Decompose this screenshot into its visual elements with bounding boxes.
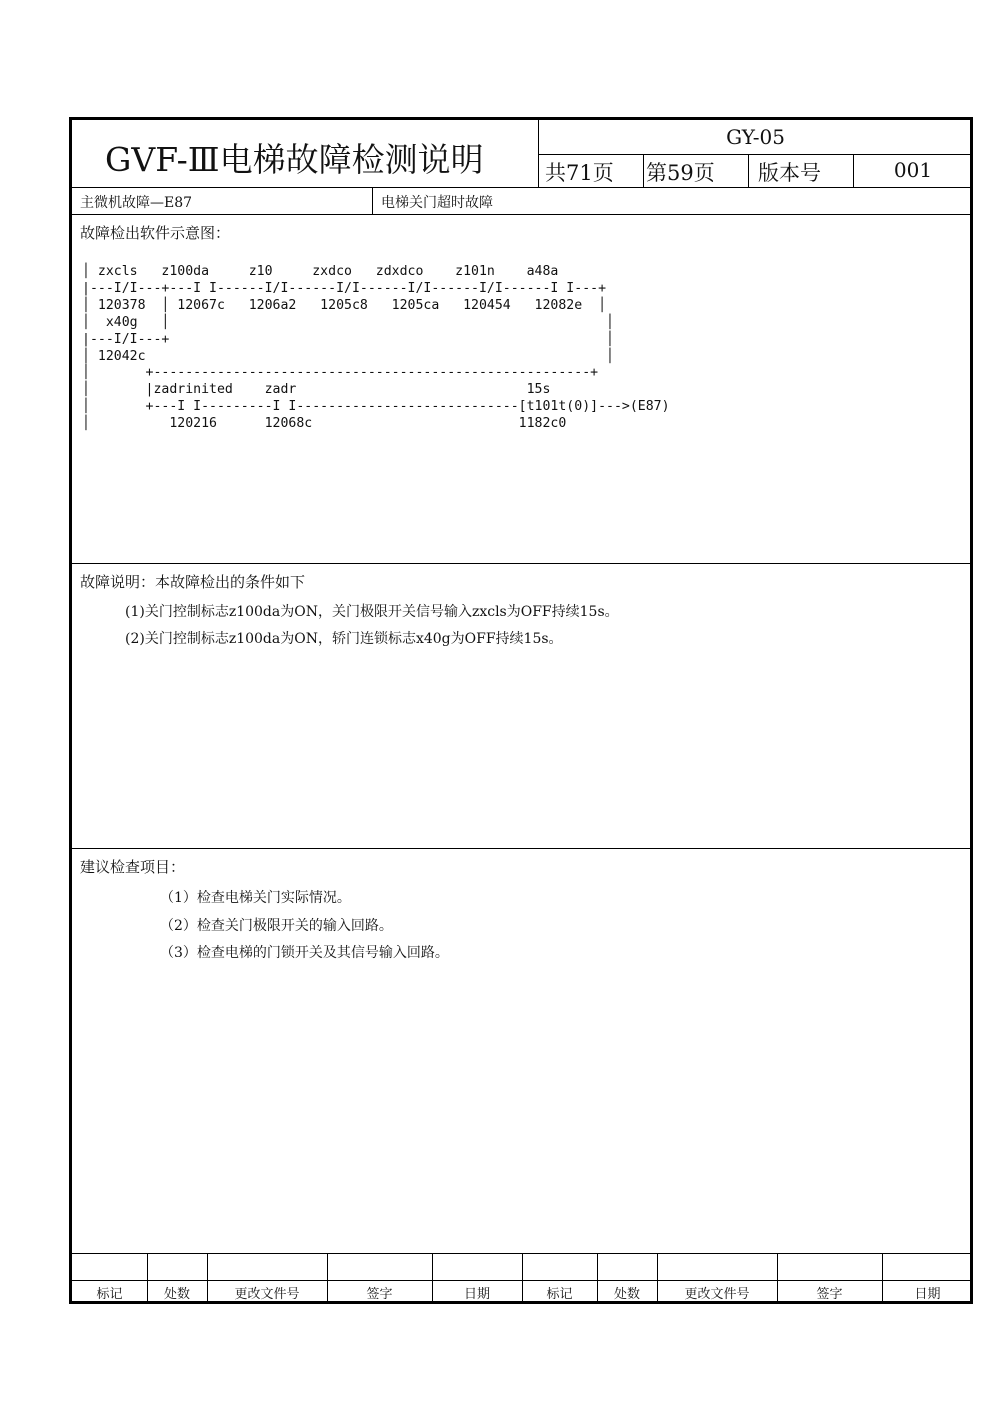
footer-label-change-doc: 更改文件号 — [234, 1287, 300, 1302]
version-value: 001 — [893, 158, 933, 182]
fault-row-divider — [372, 187, 373, 214]
diagram-section-title: 故障检出软件示意图： — [80, 224, 231, 242]
document-title: GVF-Ⅲ电梯故障检测说明 — [105, 140, 484, 179]
footer-label-date: 日期 — [914, 1287, 941, 1302]
header-cell-divider — [748, 154, 749, 187]
total-pages: 共71页 — [545, 161, 614, 185]
footer-label-mark: 标记 — [546, 1287, 573, 1302]
description-section-title: 故障说明：本故障检出的条件如下 — [80, 573, 306, 591]
footer-label-count: 处数 — [613, 1287, 640, 1302]
condition-item: (1)关门控制标志z100da为ON，关门极限开关信号输入zxcls为OFF持续15s。 — [125, 604, 619, 620]
footer-label-count: 处数 — [163, 1287, 190, 1302]
doc-code: GY-05 — [726, 125, 785, 149]
fault-name: 电梯关门超时故障 — [381, 195, 493, 211]
current-page: 第59页 — [646, 161, 715, 185]
section-divider — [72, 848, 973, 849]
footer-label-mark: 标记 — [96, 1287, 123, 1302]
footer-label-change-doc: 更改文件号 — [684, 1287, 750, 1302]
footer-label-signature: 签字 — [816, 1287, 843, 1302]
suggestion-item: （2）检查关门极限开关的输入回路。 — [160, 918, 393, 934]
row-line — [72, 214, 973, 215]
row-line — [72, 187, 973, 188]
footer-label-date: 日期 — [463, 1287, 490, 1302]
header-cell-divider — [643, 154, 644, 187]
condition-item: (2)关门控制标志z100da为ON，轿门连锁标志x40g为OFF持续15s。 — [125, 631, 563, 647]
ladder-diagram: │ zxcls z100da z10 zxdco zdxdco z101n a48a |---I/I---+---I I------I/I------I/I------I/I------I/I------I I---+ │ 120378 │ 12067c 1206a2 1205c8 1205ca 120454 12082e │ │ x40g │ │ |---I/I---+ │ │ 12042c │ │ +-------------------------------------------------------+ │ |zadrinited zadr 15s │ +---I I---------I I----------------------------[t101t(0)]--->(E87) │ 120216 12068c 1182c0 — [82, 264, 670, 432]
suggestion-item: （3）检查电梯的门锁开关及其信号输入回路。 — [160, 945, 449, 961]
version-label: 版本号 — [758, 161, 821, 185]
document-frame — [69, 117, 973, 1304]
section-divider — [72, 563, 973, 564]
footer-label-signature: 签字 — [366, 1287, 393, 1302]
suggestions-section-title: 建议检查项目： — [80, 858, 186, 876]
suggestion-item: （1）检查电梯关门实际情况。 — [160, 890, 351, 906]
fault-code: 主微机故障—E87 — [80, 195, 193, 211]
header-row-line — [538, 154, 973, 155]
